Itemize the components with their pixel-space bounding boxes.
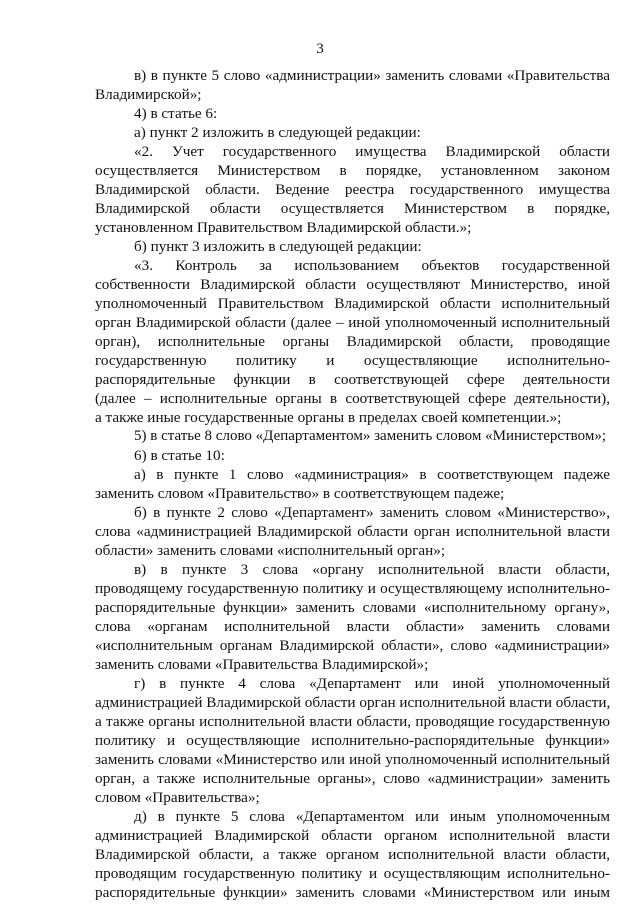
text-line: 5) в статье 8 слово «Департаментом» заменить словом «Министерством»; — [134, 428, 606, 444]
text-line: а также иные государственные органы в пределах своей компетенции.»; — [95, 409, 562, 426]
text-line: в) в пункте 3 слова «органу исполнительной власти области, — [134, 561, 610, 578]
document-body — [95, 66, 610, 902]
text-line: политику и осуществляющие исполнительно-распорядительные функции» — [95, 732, 610, 749]
text-line: Владимирской»; — [95, 86, 202, 103]
text-line: 6) в статье 10: — [134, 447, 225, 464]
text-line: а) в пункте 1 слово «администрация» в соответствующем падеже — [134, 466, 610, 483]
text-line: Владимирской области осуществляется Министерством в порядке, — [95, 200, 610, 217]
text-line: «исполнительным органам Владимирской области», слово «администрации» — [95, 637, 610, 654]
text-line: собственности Владимирской области осуществляют Министерство, иной — [95, 276, 610, 293]
text-line: государственную политику и осуществляющие исполнительно- — [95, 352, 610, 369]
text-line: слова «администрацией Владимирской области орган исполнительной власти — [95, 523, 610, 540]
text-line: орган Владимирской области (далее – иной уполномоченный исполнительный — [95, 314, 610, 331]
text-line: орган, а также исполнительные органы», слово «администрации» заменить — [95, 770, 610, 787]
text-line: заменить словами «Министерство или иной уполномоченный исполнительный — [95, 751, 610, 768]
text-line: распорядительные функции» заменить словами «исполнительному органу», — [95, 599, 610, 616]
text-line: б) пункт 3 изложить в следующей редакции: — [134, 238, 422, 255]
text-line: г) в пункте 4 слова «Департамент или иной уполномоченный — [134, 675, 610, 692]
text-line: заменить словом «Правительство» в соответствующем падеже; — [95, 485, 505, 502]
text-line: проводящим государственную политику и осуществляющим исполнительно- — [95, 865, 610, 882]
text-line: распорядительные функции» заменить словами «Министерством или иным — [95, 884, 610, 901]
text-line: орган), исполнительные органы Владимирской области, проводящие — [95, 333, 610, 350]
text-line: «3. Контроль за использованием объектов государственной — [134, 257, 610, 274]
text-line: осуществляется Министерством в порядке, установленном законом — [95, 162, 610, 179]
text-line: области» заменить словами «исполнительный орган»; — [95, 542, 446, 559]
text-line: проводящему государственную политику и осуществляющему исполнительно- — [95, 580, 610, 597]
text-line: заменить словами «Правительства Владимирской»; — [95, 656, 429, 673]
text-line: (далее – исполнительные органы в соответствующей сфере деятельности), — [95, 390, 610, 407]
text-line: «2. Учет государственного имущества Владимирской области — [134, 143, 610, 160]
text-line: словом «Правительства»; — [95, 789, 260, 806]
text-line: Владимирской области. Ведение реестра государственного имущества — [95, 181, 610, 198]
text-line: б) в пункте 2 слово «Департамент» заменить словом «Министерство», — [134, 504, 610, 521]
text-line: Владимирской области, а также органом исполнительной власти области, — [95, 846, 610, 863]
text-line: администрацией Владимирской области органом исполнительной власти — [95, 827, 610, 844]
text-line: администрацией Владимирской области орган исполнительной власти области, — [95, 694, 611, 711]
page-number: 3 — [316, 40, 324, 57]
text-line: слова «органам исполнительной власти области» заменить словами — [95, 618, 610, 635]
text-line: установленном Правительством Владимирской области.»; — [95, 219, 472, 236]
text-line: д) в пункте 5 слова «Департаментом или иным уполномоченным — [134, 808, 610, 825]
text-line: а также органы исполнительной власти области, проводящие государственную — [95, 713, 610, 730]
text-line: уполномоченный Правительством Владимирской области исполнительный — [95, 295, 610, 312]
text-line: 4) в статье 6: — [134, 105, 218, 122]
text-line: в) в пункте 5 слово «администрации» заменить словами «Правительства — [134, 67, 610, 84]
text-line: а) пункт 2 изложить в следующей редакции: — [134, 124, 421, 141]
text-line: распорядительные функции в соответствующей сфере деятельности — [95, 371, 610, 388]
